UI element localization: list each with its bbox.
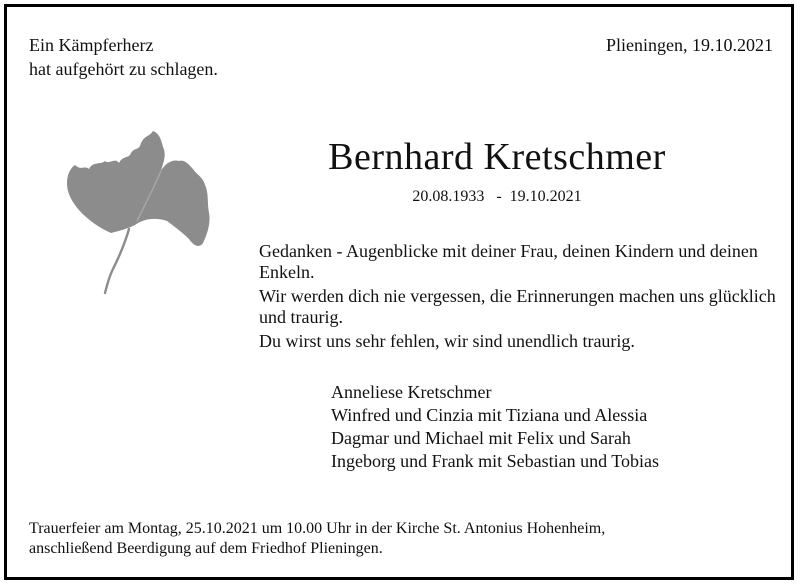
mourners-list — [331, 381, 659, 473]
funeral-line-1: Trauerfeier am Montag, 25.10.2021 um 10.00 Uhr in der Kirche St. Antonius Hohenheim, — [29, 520, 606, 537]
life-dates: 20.08.1933 - 19.10.2021 — [412, 188, 582, 205]
mourner-line: Winfred und Cinzia mit Tiziana und Alessia — [331, 405, 648, 425]
mourner-line: Ingeborg und Frank mit Sebastian und Tobias — [331, 451, 660, 471]
motto-line-1: Ein Kämpferherz — [29, 35, 154, 55]
place-and-date: Plieningen, 19.10.2021 — [606, 35, 773, 55]
mourner-line: Dagmar und Michael mit Felix und Sarah — [331, 428, 631, 448]
poem — [259, 241, 784, 355]
motto-line-2: hat aufgehört zu schlagen. — [29, 59, 218, 79]
poem-paragraph-2: Wir werden dich nie vergessen, die Erinnerungen machen uns glücklich und traurig. — [259, 286, 776, 327]
funeral-notice — [29, 519, 789, 559]
motto — [29, 33, 218, 81]
poem-paragraph-3: Du wirst uns sehr fehlen, wir sind unendlich traurig. — [259, 331, 635, 351]
ginkgo-leaf-stem — [105, 229, 129, 293]
mourner-line: Anneliese Kretschmer — [331, 382, 492, 402]
ginkgo-leaf-icon — [63, 125, 213, 300]
deceased-name: Bernhard Kretschmer — [328, 136, 666, 178]
poem-paragraph-1: Gedanken - Augenblicke mit deiner Frau, deinen Kindern und deinen Enkeln. — [259, 241, 758, 282]
obituary-frame — [4, 4, 794, 580]
funeral-line-2: anschließend Beerdigung auf dem Friedhof Plieningen. — [29, 540, 383, 557]
ginkgo-leaf-blade — [67, 131, 210, 246]
